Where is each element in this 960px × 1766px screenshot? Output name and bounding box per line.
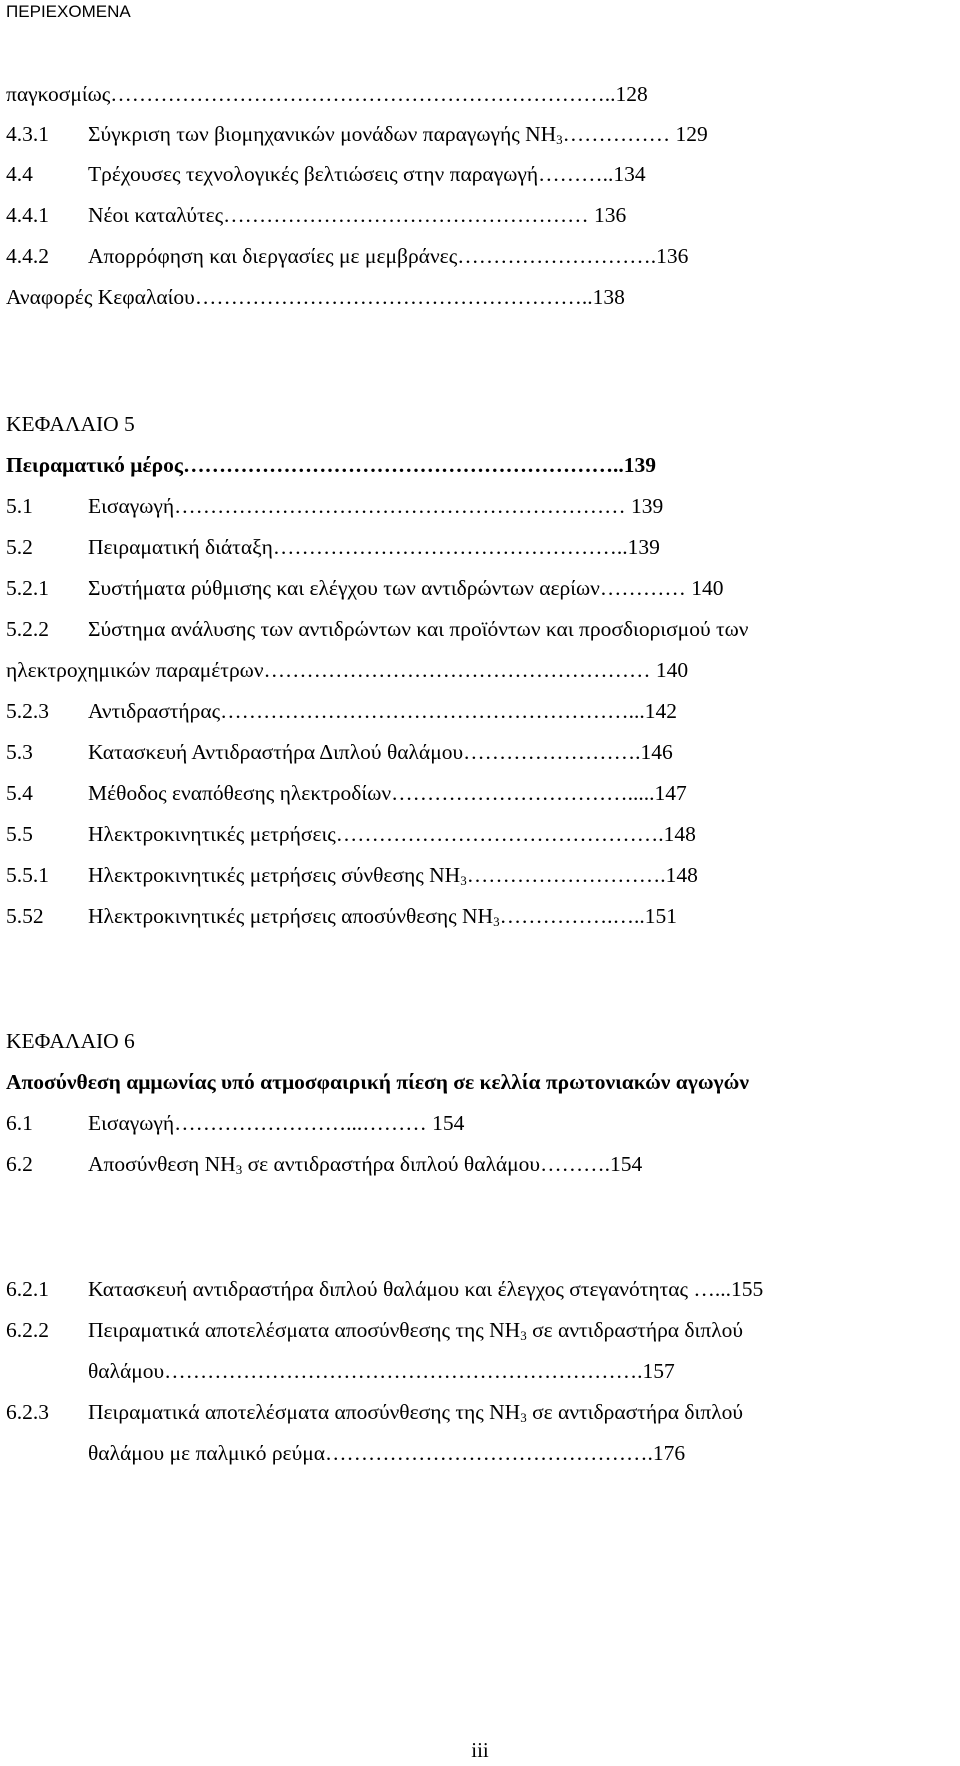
toc-entry-text: θαλάμου………………………………………………………….157 [88, 1359, 675, 1383]
toc-entry[interactable] [6, 201, 938, 229]
toc-entry[interactable] [6, 1316, 938, 1344]
toc-entry-number: 5.2.2 [6, 617, 49, 641]
toc-entry-text: Ηλεκτροκινητικές μετρήσεις αποσύνθεσης NH [88, 904, 494, 928]
toc-entry-text: Μέθοδος εναπόθεσης ηλεκτροδίων…………………………….....147 [88, 781, 687, 805]
toc-entry-text: Συστήματα ρύθμισης και ελέγχου των αντιδρώντων αερίων………… 140 [88, 576, 724, 600]
subscript: 3 [520, 1410, 527, 1425]
toc-entry-text: Ηλεκτροκινητικές μετρήσεις……………………………………….148 [88, 822, 696, 846]
toc-entry-number: 5.5 [6, 822, 33, 846]
chapter-5-title: ΚΕΦΑΛΑΙΟ 5 [6, 412, 135, 436]
subscript: 3 [460, 873, 467, 888]
toc-entry-text: Αποσύνθεση NH [88, 1152, 236, 1176]
toc-entry-text: Σύστημα ανάλυσης των αντιδρώντων και προϊόντων και προσδιορισμού των [88, 617, 749, 641]
toc-entry-continuation[interactable] [6, 656, 938, 684]
toc-entry[interactable] [6, 1398, 938, 1426]
subscript: 3 [556, 132, 563, 147]
toc-entry-text: Κατασκευή αντιδραστήρα διπλού θαλάμου και έλεγχος στεγανότητας …...155 [88, 1277, 764, 1301]
toc-entry-number: 5.1 [6, 494, 33, 518]
page-number: iii [471, 1738, 489, 1762]
toc-entry[interactable] [6, 779, 938, 807]
toc-entry-text: Απορρόφηση και διεργασίες με μεμβράνες……………………….136 [88, 244, 689, 268]
toc-entry[interactable] [6, 861, 938, 889]
toc-entry-number: 6.2.3 [6, 1400, 49, 1424]
toc-entry[interactable] [6, 1275, 938, 1303]
toc-entry-number: 6.2 [6, 1152, 33, 1176]
toc-entry-text: Νέοι καταλύτες…………………………………………… 136 [88, 203, 627, 227]
toc-entry-number: 5.5.1 [6, 863, 49, 887]
toc-entry[interactable] [6, 283, 938, 311]
toc-entry-number: 5.2.3 [6, 699, 49, 723]
toc-entry[interactable] [6, 533, 938, 561]
toc-entry-text: Πειραματική διάταξη…………………………………………..139 [88, 535, 660, 559]
subscript: 3 [493, 914, 500, 929]
subscript: 3 [520, 1328, 527, 1343]
page-header: ΠΕΡΙΕΧΟΜΕΝΑ [6, 2, 131, 21]
chapter-6-subtitle[interactable]: Αποσύνθεση αμμωνίας υπό ατμοσφαιρική πίεση σε κελλία πρωτονιακών αγωγών [6, 1070, 749, 1094]
toc-entry-text: Πειραματικά αποτελέσματα αποσύνθεσης της NH [88, 1400, 521, 1424]
toc-entry-text: Εισαγωγή……………………………………………………… 139 [88, 494, 664, 518]
toc-entry-page: σε αντιδραστήρα διπλού [526, 1400, 744, 1424]
toc-entry[interactable] [6, 615, 938, 643]
toc-entry-text: Αντιδραστήρας…………………………………………………...142 [88, 699, 678, 723]
toc-entry-page: ……………………….148 [466, 863, 698, 887]
toc-entry[interactable] [6, 80, 938, 108]
toc-entry-continuation[interactable] [6, 1357, 960, 1385]
toc-entry[interactable] [6, 820, 938, 848]
toc-entry[interactable] [6, 738, 938, 766]
toc-entry[interactable] [6, 902, 938, 930]
toc-entry[interactable] [6, 120, 938, 148]
chapter-5-subtitle[interactable]: Πειραματικό μέρος……………………………………………………..139 [6, 453, 656, 477]
toc-entry-number: 5.4 [6, 781, 33, 805]
toc-entry-number: 4.4.1 [6, 203, 49, 227]
toc-entry-text: ηλεκτροχημικών παραμέτρων……………………………………………… 140 [6, 658, 689, 682]
toc-entry-number: 4.4.2 [6, 244, 49, 268]
toc-entry-continuation[interactable] [6, 1439, 960, 1467]
toc-entry-number: 5.2 [6, 535, 33, 559]
toc-entry[interactable] [6, 697, 938, 725]
toc-entry[interactable] [6, 1150, 938, 1178]
toc-entry-text: Εισαγωγή……………………...……… 154 [88, 1111, 465, 1135]
toc-entry-number: 4.3.1 [6, 122, 49, 146]
toc-entry-number: 5.3 [6, 740, 33, 764]
toc-entry-number: 5.52 [6, 904, 44, 928]
toc-entry-text: Τρέχουσες τεχνολογικές βελτιώσεις στην παραγωγή………..134 [88, 162, 646, 186]
toc-entry-number: 6.2.2 [6, 1318, 49, 1342]
toc-entry[interactable] [6, 1109, 938, 1137]
toc-entry-text: Πειραματικά αποτελέσματα αποσύνθεσης της NH [88, 1318, 521, 1342]
toc-entry-number: 6.2.1 [6, 1277, 49, 1301]
toc-entry-page: …………….…..151 [499, 904, 677, 928]
toc-entry-page: σε αντιδραστήρα διπλού [526, 1318, 744, 1342]
toc-entry-number: 4.4 [6, 162, 33, 186]
toc-entry-page: …………… 129 [562, 122, 708, 146]
toc-entry[interactable] [6, 160, 938, 188]
toc-entry[interactable] [6, 574, 938, 602]
toc-entry-text: θαλάμου με παλμικό ρεύμα……………………………………….176 [88, 1441, 686, 1465]
chapter-6-title: ΚΕΦΑΛΑΙΟ 6 [6, 1029, 135, 1053]
toc-entry-number: 5.2.1 [6, 576, 49, 600]
toc-entry-text: Σύγκριση των βιομηχανικών μονάδων παραγωγής NH [88, 122, 557, 146]
toc-entry[interactable] [6, 242, 938, 270]
toc-entry-page: σε αντιδραστήρα διπλού θαλάμου……….154 [242, 1152, 643, 1176]
toc-entry-text: παγκοσμίως……………………………………………………………..128 [6, 82, 648, 106]
toc-entry-text: Αναφορές Κεφαλαίου………………………………………………..138 [6, 285, 625, 309]
toc-entry-text: Κατασκευή Αντιδραστήρα Διπλού θαλάμου…………………….146 [88, 740, 673, 764]
toc-entry[interactable] [6, 492, 938, 520]
subscript: 3 [235, 1162, 243, 1177]
toc-entry-text: Ηλεκτροκινητικές μετρήσεις σύνθεσης NH [88, 863, 461, 887]
toc-entry-number: 6.1 [6, 1111, 33, 1135]
